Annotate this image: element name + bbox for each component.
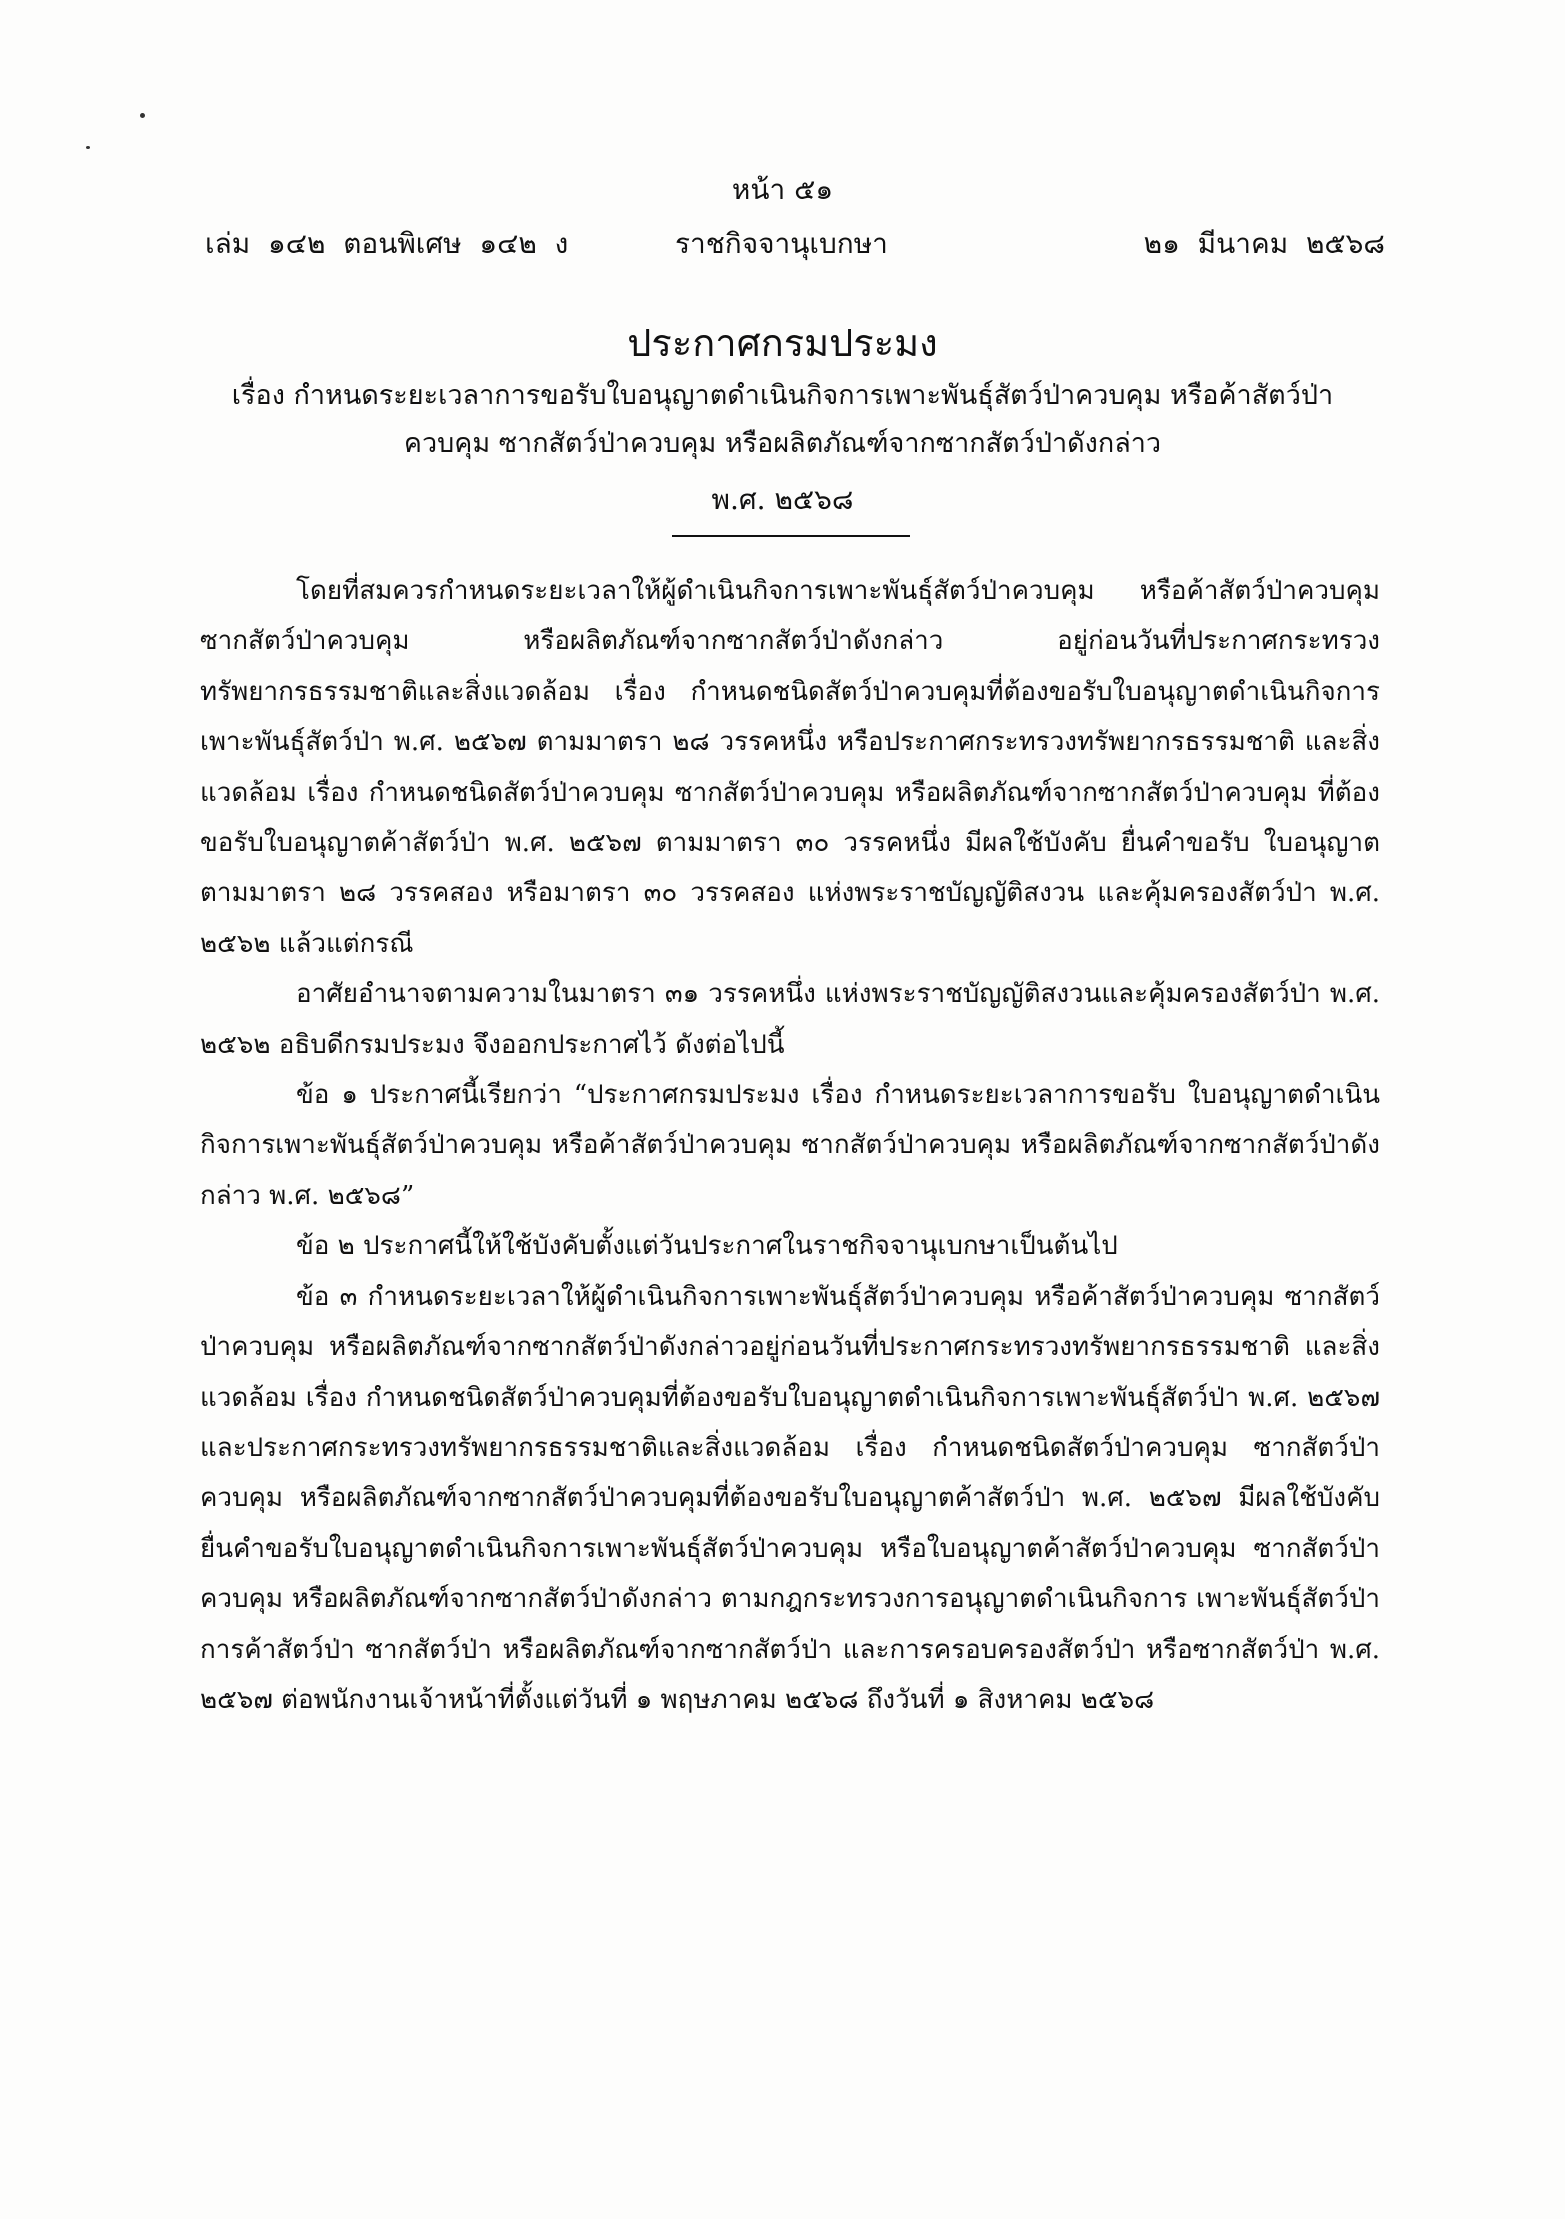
volume-issue: เล่ม ๑๔๒ ตอนพิเศษ ๑๔๒ ง bbox=[205, 227, 569, 260]
gazette-name: ราชกิจจานุเบกษา bbox=[675, 227, 888, 260]
clause-2: ข้อ ๒ ประกาศนี้ให้ใช้บังคับตั้งแต่วันประกาศในราชกิจจานุเบกษาเป็นต้นไป bbox=[296, 1231, 1118, 1262]
announcement-body bbox=[200, 566, 1380, 1725]
scan-speck bbox=[86, 146, 90, 149]
announcement-title: ประกาศกรมประมง bbox=[627, 321, 938, 365]
page-number: หน้า ๕๑ bbox=[731, 173, 834, 206]
gazette-header bbox=[205, 222, 1385, 262]
scan-speck bbox=[140, 113, 145, 118]
publication-date: ๒๑ มีนาคม ๒๕๖๘ bbox=[1143, 227, 1385, 260]
preamble-paragraph: โดยที่สมควรกำหนดระยะเวลาให้ผู้ดำเนินกิจการเพาะพันธุ์สัตว์ป่าควบคุม หรือค้าสัตว์ป่าควบคุม ซากสัตว์ป่าควบคุม หรือผลิตภัณฑ์จากซากสัตว์ป่าดังกล่าว อยู่ก่อนวันที่ประกาศกระทรวง ทรัพยากรธรรมชาติและสิ่งแวดล้อม เรื่อง กำหนดชนิดสัตว์ป่าควบคุมที่ต้องขอรับใบอนุญาตดำเนินกิจการ เพาะพันธุ์สัตว์ป่า พ.ศ. ๒๕๖๗ ตามมาตรา ๒๘ วรรคหนึ่ง หรือประกาศกระทรวงทรัพยากรธรรมชาติ และสิ่งแวดล้อม เรื่อง กำหนดชนิดสัตว์ป่าควบคุม ซากสัตว์ป่าควบคุม หรือผลิตภัณฑ์จากซากสัตว์ป่าควบคุม ที่ต้องขอรับใบอนุญาตค้าสัตว์ป่า พ.ศ. ๒๕๖๗ ตามมาตรา ๓๐ วรรคหนึ่ง มีผลใช้บังคับ ยื่นคำขอรับ ใบอนุญาตตามมาตรา ๒๘ วรรคสอง หรือมาตรา ๓๐ วรรคสอง แห่งพระราชบัญญัติสงวน และคุ้มครองสัตว์ป่า พ.ศ. ๒๕๖๒ แล้วแต่กรณี bbox=[200, 576, 1380, 959]
title-divider bbox=[672, 535, 910, 537]
announcement-year: พ.ศ. ๒๕๖๘ bbox=[711, 483, 854, 516]
announcement-subject: เรื่อง กำหนดระยะเวลาการขอรับใบอนุญาตดำเนินกิจการเพาะพันธุ์สัตว์ป่าควบคุม หรือค้าสัตว์ป่าควบคุม ซากสัตว์ป่าควบคุม หรือผลิตภัณฑ์จากซากสัตว์ป่าดังกล่าว bbox=[231, 380, 1334, 459]
clause-1: ข้อ ๑ ประกาศนี้เรียกว่า “ประกาศกรมประมง เรื่อง กำหนดระยะเวลาการขอรับ ใบอนุญาตดำเนินกิจการเพาะพันธุ์สัตว์ป่าควบคุม หรือค้าสัตว์ป่าควบคุม ซากสัตว์ป่าควบคุม หรือผลิตภัณฑ์จากซากสัตว์ป่าดังกล่าว พ.ศ. ๒๕๖๘” bbox=[200, 1080, 1380, 1211]
clause-3: ข้อ ๓ กำหนดระยะเวลาให้ผู้ดำเนินกิจการเพาะพันธุ์สัตว์ป่าควบคุม หรือค้าสัตว์ป่าควบคุม ซากสัตว์ป่าควบคุม หรือผลิตภัณฑ์จากซากสัตว์ป่าดังกล่าวอยู่ก่อนวันที่ประกาศกระทรวงทรัพยากรธรรมชาติ และสิ่งแวดล้อม เรื่อง กำหนดชนิดสัตว์ป่าควบคุมที่ต้องขอรับใบอนุญาตดำเนินกิจการเพาะพันธุ์สัตว์ป่า พ.ศ. ๒๕๖๗ และประกาศกระทรวงทรัพยากรธรรมชาติและสิ่งแวดล้อม เรื่อง กำหนดชนิดสัตว์ป่าควบคุม ซากสัตว์ป่าควบคุม หรือผลิตภัณฑ์จากซากสัตว์ป่าควบคุมที่ต้องขอรับใบอนุญาตค้าสัตว์ป่า พ.ศ. ๒๕๖๗ มีผลใช้บังคับ ยื่นคำขอรับใบอนุญาตดำเนินกิจการเพาะพันธุ์สัตว์ป่าควบคุม หรือใบอนุญาตค้าสัตว์ป่าควบคุม ซากสัตว์ป่าควบคุม หรือผลิตภัณฑ์จากซากสัตว์ป่าดังกล่าว ตามกฎกระทรวงการอนุญาตดำเนินกิจการ เพาะพันธุ์สัตว์ป่า การค้าสัตว์ป่า ซากสัตว์ป่า หรือผลิตภัณฑ์จากซากสัตว์ป่า และการครอบครองสัตว์ป่า หรือซากสัตว์ป่า พ.ศ. ๒๕๖๗ ต่อพนักงานเจ้าหน้าที่ตั้งแต่วันที่ ๑ พฤษภาคม ๒๕๖๘ ถึงวันที่ ๑ สิงหาคม ๒๕๖๘ bbox=[200, 1281, 1380, 1715]
authority-paragraph: อาศัยอำนาจตามความในมาตรา ๓๑ วรรคหนึ่ง แห่งพระราชบัญญัติสงวนและคุ้มครองสัตว์ป่า พ.ศ. ๒๕๖๒ อธิบดีกรมประมง จึงออกประกาศไว้ ดังต่อไปนี้ bbox=[200, 979, 1380, 1060]
